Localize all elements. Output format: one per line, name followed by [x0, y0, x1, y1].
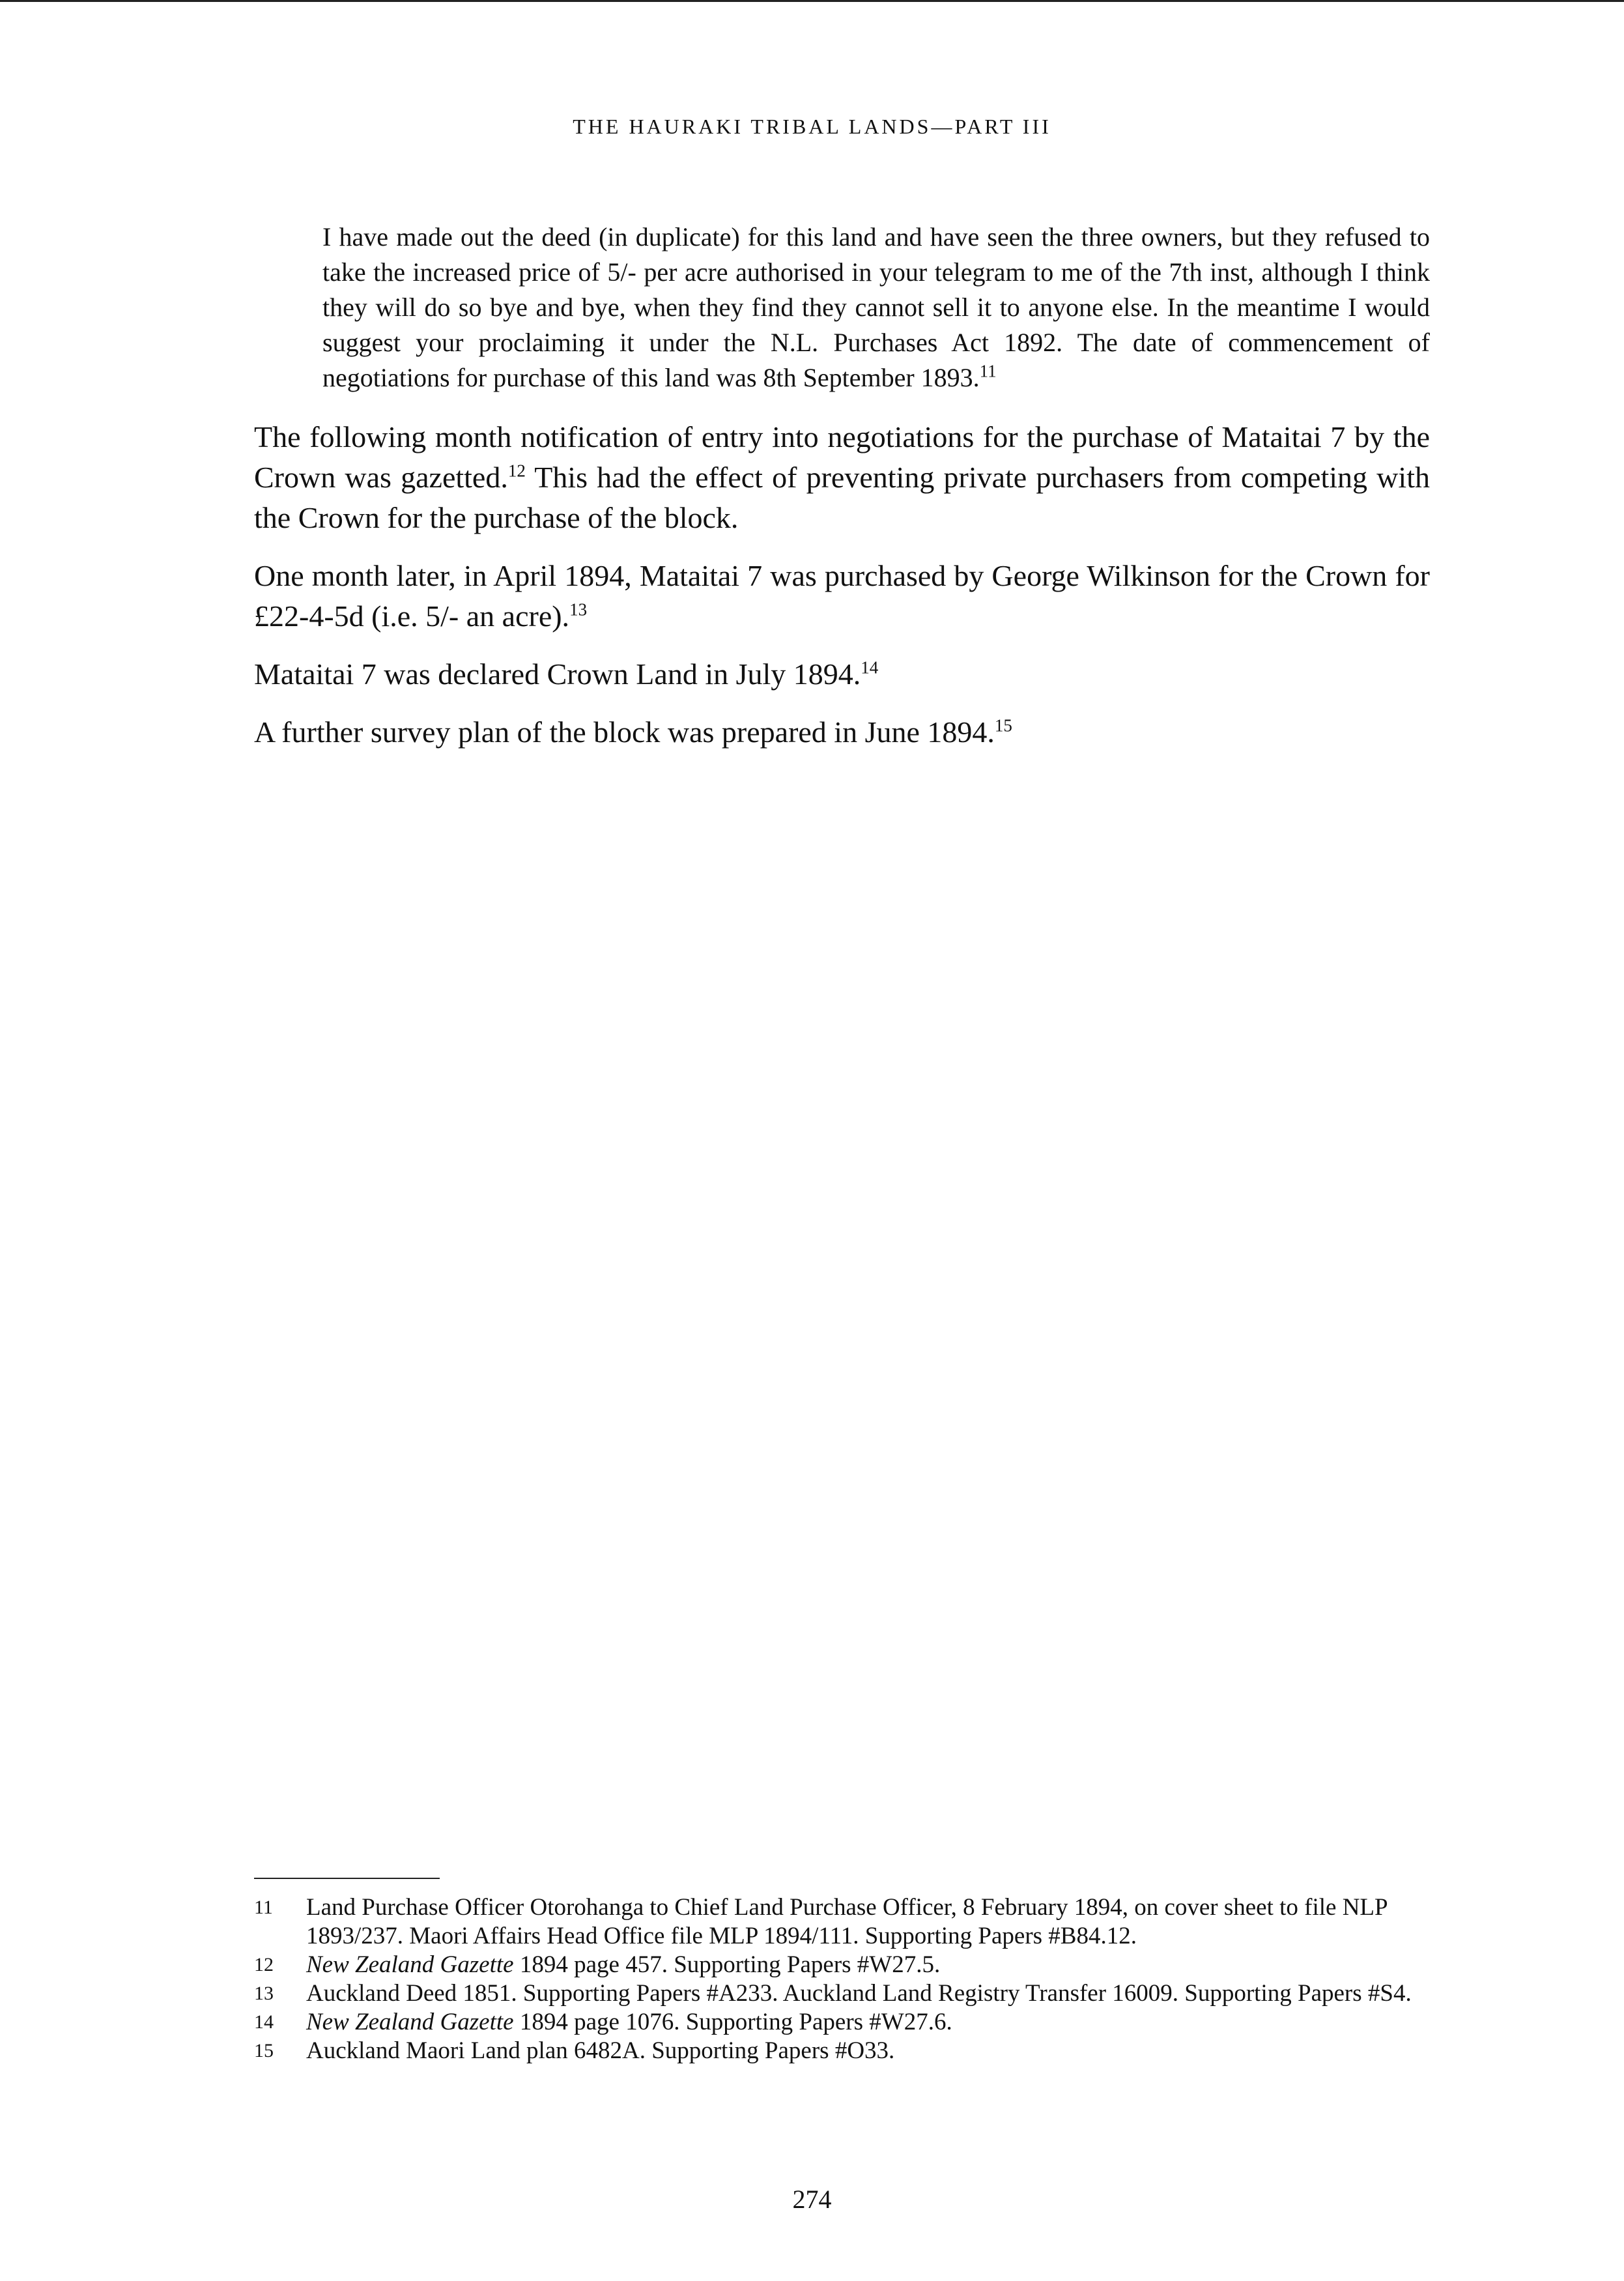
block-quote: [322, 220, 1430, 395]
footnote-number: 11: [254, 1897, 273, 1918]
paragraph-text: A further survey plan of the block was prepared in June 1894.: [254, 715, 995, 749]
footnote-number: 12: [254, 1954, 274, 1975]
page-top-border: [0, 0, 1624, 2]
paragraph-text: Mataitai 7 was declared Crown Land in July 1894.: [254, 657, 861, 691]
footnote-ref-14[interactable]: 14: [861, 657, 879, 678]
paragraph-survey-plan: [254, 712, 1430, 753]
footnote-11: [254, 1893, 1430, 1951]
footnote-ref-15[interactable]: 15: [994, 715, 1012, 736]
paragraph-gazetted: [254, 417, 1430, 538]
footnote-number: 14: [254, 2011, 274, 2033]
footnote-14: [254, 2008, 1430, 2037]
footnote-divider: [254, 1878, 440, 1879]
paragraph-text: The following month notification of entry into negotiations for the purchase of Mataitai 7 by the Crown was gazetted.: [254, 420, 1430, 494]
block-quote-paragraph: [322, 220, 1430, 395]
paragraph-crown-land: [254, 654, 1430, 695]
page-number: 274: [792, 2185, 832, 2214]
footnote-detail: 1894 page 1076. Supporting Papers #W27.6.: [513, 2009, 952, 2035]
footnote-number: 13: [254, 1983, 274, 2004]
footnote-ref-11[interactable]: 11: [979, 361, 997, 381]
footnotes: [254, 1893, 1430, 2065]
publication-title: New Zealand Gazette: [306, 1951, 514, 1978]
footnote-number: 15: [254, 2040, 274, 2061]
block-quote-text: I have made out the deed (in duplicate) for this land and have seen the three owners, but they refused to take the increased price of 5/- per acre authorised in your telegram to me of the 7th inst, although I think they will do so bye and bye, when they find they cannot sell it to anyone else. In the meantime I would suggest your proclaiming it under the N.L. Purchases Act 1892. The date of commencement of negotiations for purchase of this land was 8th September 1893.: [322, 222, 1430, 392]
footnote-detail: 1894 page 457. Supporting Papers #W27.5.: [513, 1951, 941, 1978]
footnote-ref-13[interactable]: 13: [569, 599, 588, 620]
footnote-ref-12[interactable]: 12: [507, 461, 526, 481]
footnote-15: [254, 2037, 1430, 2065]
paragraph-text: This had the effect of preventing private purchasers from competing with the Crown for the purchase of the block.: [254, 461, 1430, 534]
footnote-text: [306, 1951, 1430, 1979]
paragraph-text: One month later, in April 1894, Mataitai 7 was purchased by George Wilkinson for the Crown for £22-4-5d (i.e. 5/- an acre).: [254, 559, 1430, 633]
footnote-text: [306, 2008, 1430, 2037]
footnote-12: [254, 1951, 1430, 1979]
publication-title: New Zealand Gazette: [306, 2009, 514, 2035]
body-text: [254, 417, 1430, 770]
footnote-text: Land Purchase Officer Otorohanga to Chief Land Purchase Officer, 8 February 1894, on cover sheet to file NLP 1893/237. Maori Affairs Head Office file MLP 1894/111. Supporting Papers #B84.12.: [306, 1894, 1388, 1949]
footnote-text: Auckland Deed 1851. Supporting Papers #A233. Auckland Land Registry Transfer 16009. Supporting Papers #S4.: [306, 1980, 1412, 2007]
running-head: THE HAURAKI TRIBAL LANDS—PART III: [573, 115, 1051, 138]
paragraph-purchase: [254, 556, 1430, 637]
footnote-text: Auckland Maori Land plan 6482A. Supporting Papers #O33.: [306, 2037, 895, 2064]
footnote-13: [254, 1979, 1430, 2008]
